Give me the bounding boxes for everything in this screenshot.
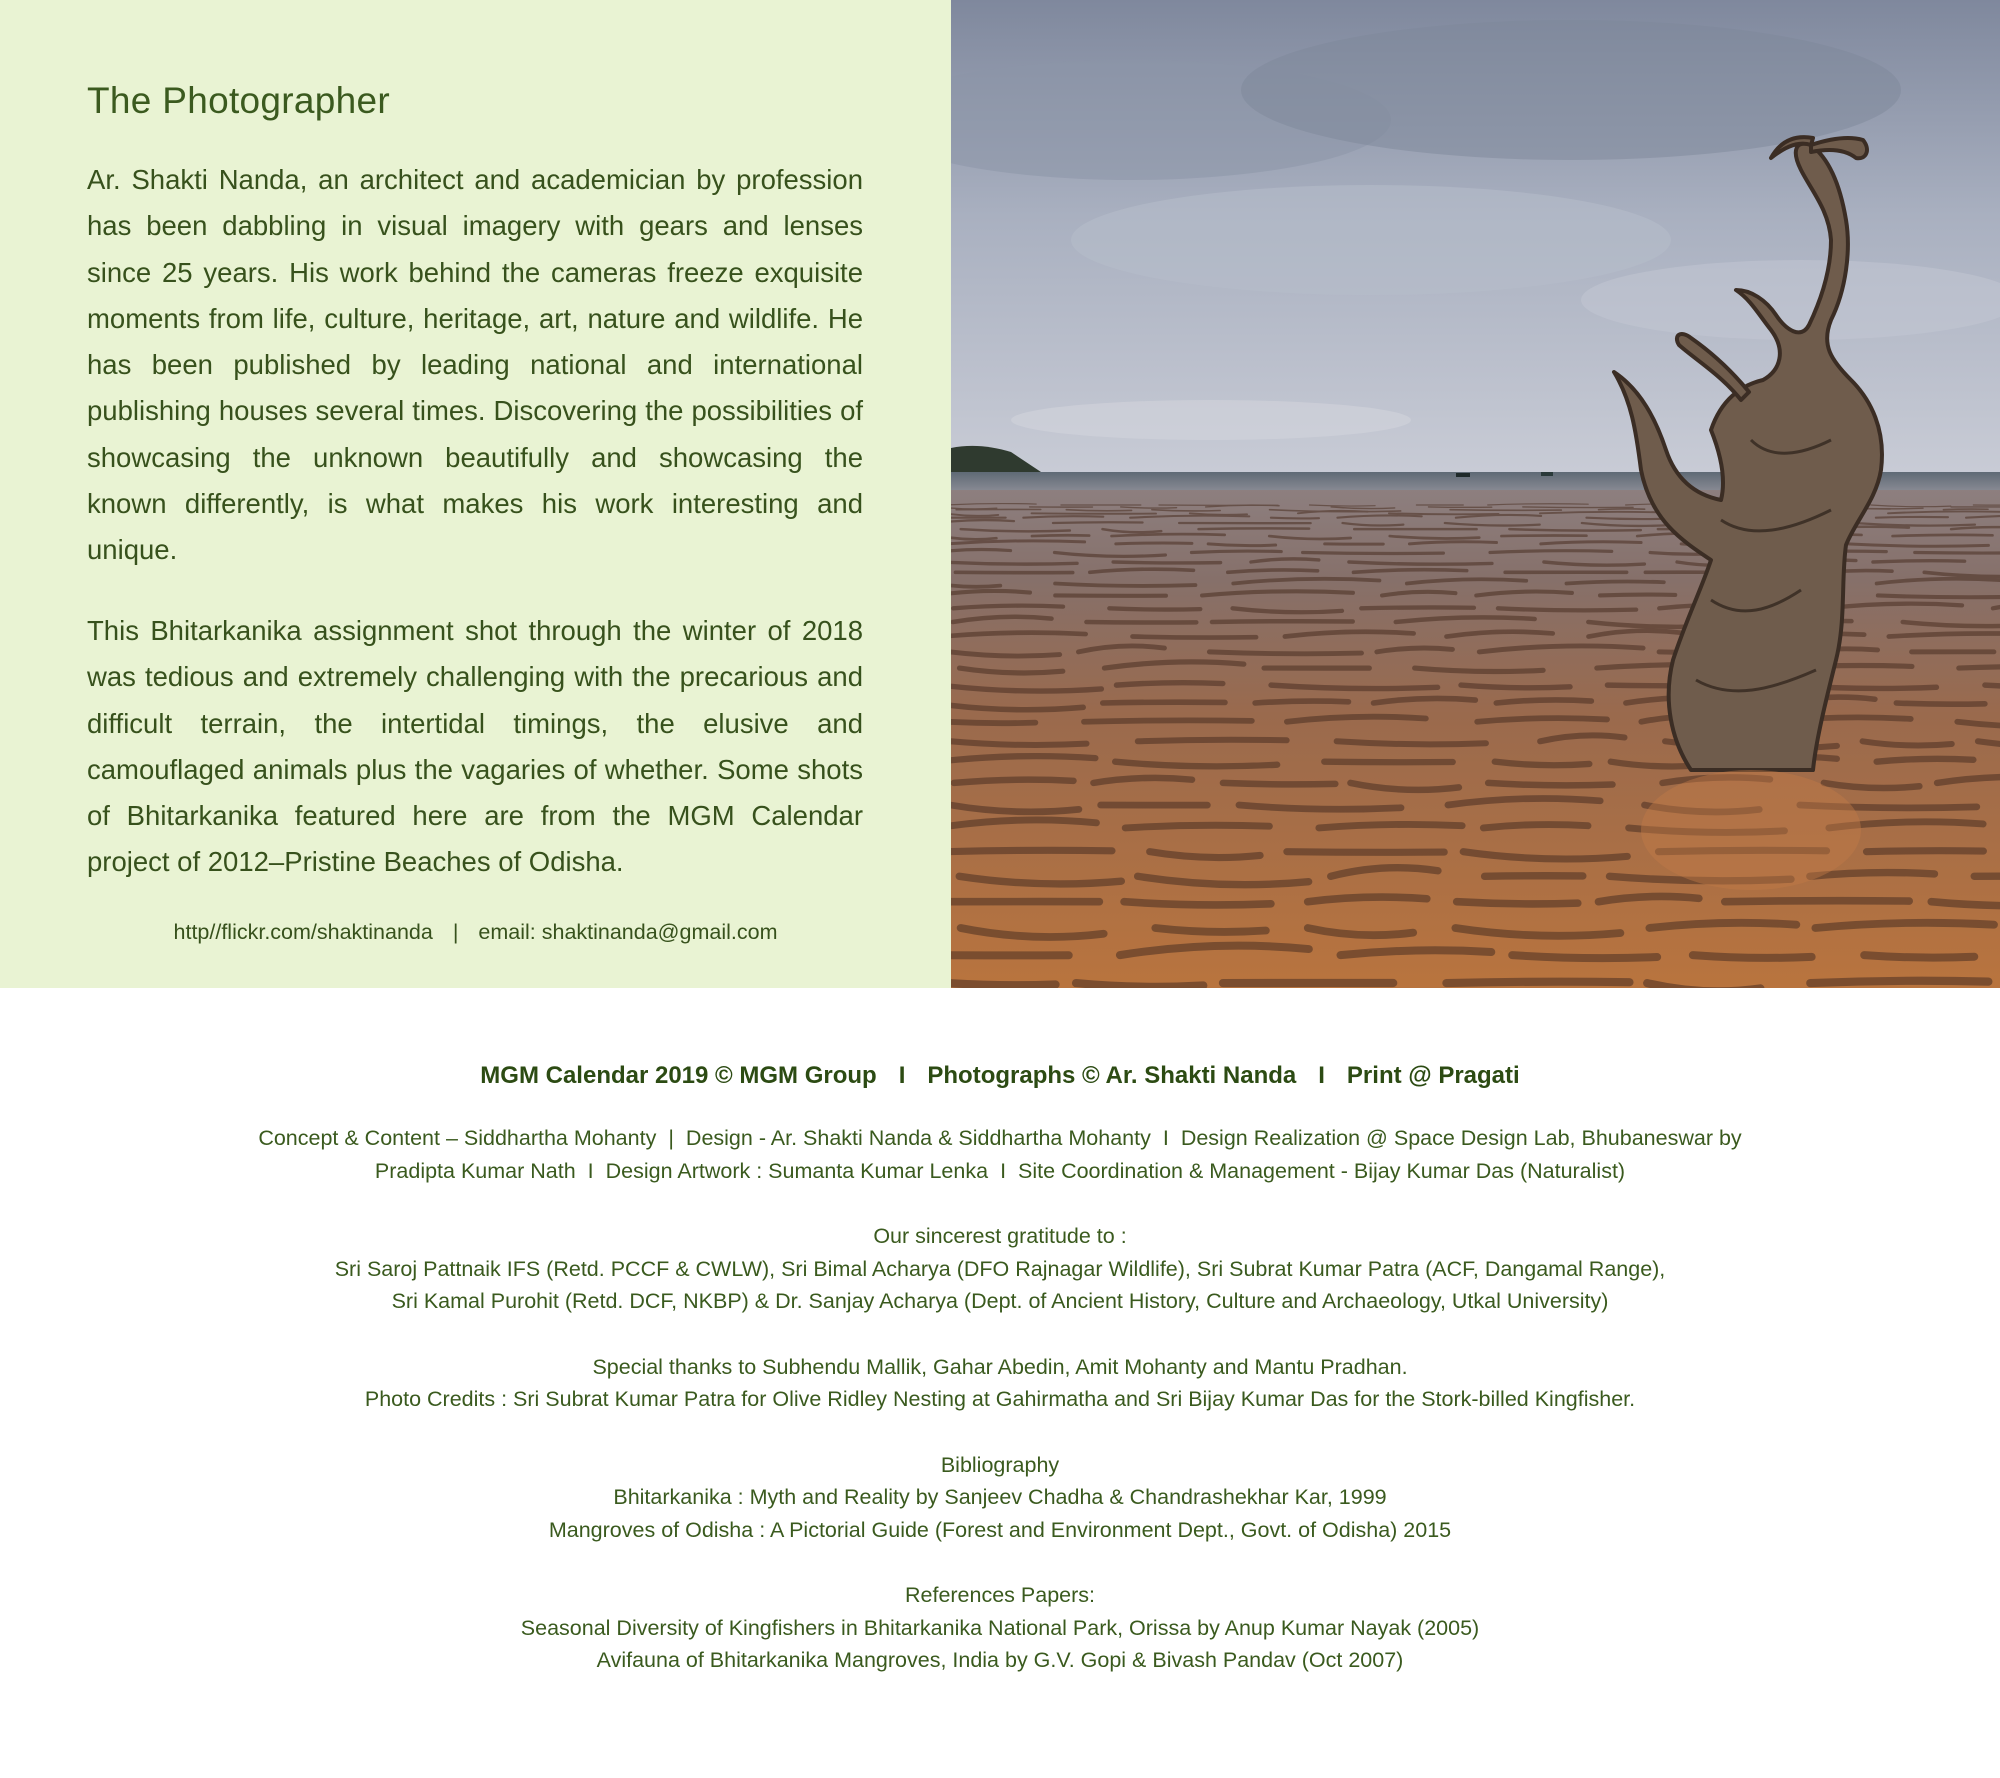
ripple-line xyxy=(1116,543,1192,544)
ripple-line xyxy=(1495,762,1590,766)
email-link[interactable]: email: shaktinanda@gmail.com xyxy=(478,920,778,944)
ripple-line xyxy=(1337,741,1486,744)
ripple-line xyxy=(1208,544,1275,546)
ripple-line xyxy=(1076,983,1203,987)
bibliography-item: Mangroves of Odisha : A Pictorial Guide (Forest and Environment Dept., Govt. of Odisha) 2015 xyxy=(548,1517,1452,1542)
ripple-line xyxy=(1133,637,1257,638)
ripple-line xyxy=(1361,607,1474,608)
team-line-2 xyxy=(0,1155,2000,1188)
ripple-line xyxy=(1450,510,1561,511)
gratitude-block xyxy=(0,1220,2000,1318)
team-separator: I xyxy=(1162,1126,1169,1150)
credit-print: Print @ Pragati xyxy=(1346,1062,1520,1089)
credit-photographs: Photographs © Ar. Shakti Nanda xyxy=(927,1062,1297,1089)
gratitude-heading: Our sincerest gratitude to : xyxy=(873,1224,1127,1248)
photo-credits: Photo Credits : Sri Subrat Kumar Patra for Olive Ridley Nesting at Gahirmatha and Sri Bijay Kumar Das for the Stork-billed Kingfisher. xyxy=(364,1387,1636,1411)
ripple-line xyxy=(1864,955,1974,957)
coordination-credit: Site Coordination & Management - Bijay Kumar Das (Naturalist) xyxy=(1018,1158,1626,1183)
ripple-line xyxy=(1725,901,1909,902)
ripple-line xyxy=(1599,509,1645,510)
ripple-line xyxy=(1138,740,1287,742)
bibliography-item: Bhitarkanika : Myth and Reality by Sanjeev Chadha & Chandrashekhar Kar, 1999 xyxy=(613,1485,1387,1509)
ripple-line xyxy=(1287,852,1444,853)
team-separator: I xyxy=(587,1158,594,1183)
ripple-line xyxy=(1876,517,1948,518)
ripple-line xyxy=(1866,851,1983,852)
ripple-line xyxy=(1124,902,1271,905)
ripple-line xyxy=(951,850,1112,851)
beach-driftwood-photo xyxy=(951,0,2000,988)
ripple-line xyxy=(1959,667,2000,668)
ripple-line xyxy=(1810,873,1935,877)
contact-line xyxy=(0,920,951,945)
team-credits xyxy=(0,1122,2000,1187)
ripple-line xyxy=(1209,652,1361,654)
contact-separator: | xyxy=(452,920,459,944)
ripple-line xyxy=(1446,982,1629,983)
ripple-line xyxy=(1931,902,2000,906)
ripple-line xyxy=(1873,561,1965,562)
ripple-line xyxy=(1943,509,1988,510)
ripple-line xyxy=(1488,783,1612,785)
credit-separator: I xyxy=(1318,1062,1325,1089)
ripple-line xyxy=(1223,783,1335,784)
ripple-line xyxy=(1086,622,1196,623)
bibliography-block xyxy=(0,1449,2000,1547)
ripple-line xyxy=(1600,595,1675,596)
thanks-block xyxy=(0,1351,2000,1416)
ripple-line xyxy=(1523,507,1633,508)
ripple-line xyxy=(1893,535,1993,536)
ripple-line xyxy=(1113,562,1220,563)
ripple-line xyxy=(1485,876,1583,877)
ripple-line xyxy=(1483,825,1588,828)
gratitude-line: Sri Kamal Purohit (Retd. DCF, NKBP) & Dr. Sanjay Acharya (Dept. of Ancient History, Culture and Archaeology, Utkal University) xyxy=(391,1289,1609,1313)
realization-name: Pradipta Kumar Nath xyxy=(374,1158,576,1183)
references-heading: References Papers: xyxy=(904,1583,1095,1607)
reference-item: Seasonal Diversity of Kingfishers in Bhitarkanika National Park, Orissa by Anup Kumar Nayak (2005) xyxy=(520,1615,1480,1640)
ripple-line xyxy=(1985,685,2000,687)
special-thanks: Special thanks to Subhendu Mallik, Gahar Abedin, Amit Mohanty and Mantu Pradhan. xyxy=(592,1354,1408,1379)
ripple-line xyxy=(1498,608,1636,610)
credit-calendar: MGM Calendar 2019 © MGM Group xyxy=(480,1062,877,1089)
ripple-line xyxy=(1191,551,1281,552)
credits-section xyxy=(0,1060,2000,1677)
ripple-line xyxy=(1198,528,1309,529)
ripple-line xyxy=(1125,825,1269,828)
ripple-line xyxy=(1877,759,1974,762)
ripple-line xyxy=(1512,955,1657,958)
ripple-line xyxy=(1501,535,1586,536)
ripple-line xyxy=(1053,522,1143,523)
ripple-line xyxy=(1116,683,1222,685)
ripple-line xyxy=(1341,950,1492,955)
ripple-line xyxy=(1896,703,1985,704)
flickr-link[interactable]: http//flickr.com/shaktinanda xyxy=(173,920,433,944)
ripple-line xyxy=(1271,518,1319,519)
ripple-line xyxy=(1324,762,1452,763)
ripple-line xyxy=(954,780,1074,783)
ripple-line xyxy=(1878,595,2000,597)
ripple-line xyxy=(1109,608,1200,609)
ripple-line xyxy=(1103,702,1225,703)
ripple-line xyxy=(1084,720,1252,721)
ripple-line xyxy=(1155,928,1266,932)
ripple-line xyxy=(1255,701,1348,703)
ripple-line xyxy=(1461,685,1570,688)
ripple-line xyxy=(951,983,1056,985)
references-block xyxy=(0,1579,2000,1677)
ripple-line xyxy=(1319,824,1462,827)
bibliography-heading: Bibliography xyxy=(940,1452,1060,1477)
ripple-line xyxy=(1032,535,1089,536)
gratitude-line: Sri Saroj Pattnaik IFS (Retd. PCCF & CWLW), Sri Bimal Acharya (DFO Rajnagar Wildlife), Sri Subrat Kumar Patra (ACF, Dangamal Range), xyxy=(334,1256,1666,1281)
ripple-line xyxy=(1509,529,1640,530)
ripple-line xyxy=(1810,981,1988,983)
team-separator: I xyxy=(1000,1158,1007,1183)
ripple-line xyxy=(1490,551,1612,553)
ripple-line xyxy=(1212,621,1353,622)
ripple-line xyxy=(1308,897,1427,902)
ripple-line xyxy=(1389,513,1499,514)
design-credit: Design - Ar. Shakti Nanda & Siddhartha Mohanty xyxy=(685,1126,1151,1150)
ripple-line xyxy=(1566,582,1663,584)
concept-credit: Concept & Content – Siddhartha Mohanty xyxy=(258,1126,657,1150)
ripple-line xyxy=(1496,700,1591,703)
bio-title: The Photographer xyxy=(87,80,391,121)
artwork-credit: Design Artwork : Sumanta Kumar Lenka xyxy=(605,1158,989,1183)
ripple-line xyxy=(951,722,1035,723)
ripple-line xyxy=(1303,553,1444,554)
team-line-1 xyxy=(0,1122,2000,1155)
team-separator: | xyxy=(668,1126,674,1150)
ripple-line xyxy=(1693,955,1812,958)
credit-separator: I xyxy=(898,1062,906,1089)
photographer-bio-panel xyxy=(0,0,951,988)
bio-paragraph-1: Ar. Shakti Nanda, an architect and academician by profession has been dabbling in visual imagery with gears and lenses since 25 years. His work behind the cameras freeze exquisite moments from life, culture, heritage, art, nature and wildlife. He has been published by leading national and international publishing houses several times. Discovering the possibilities of showcasing the unknown beautifully and showcasing the known differently, is what makes his work interesting and unique. xyxy=(87,164,863,566)
ripple-line xyxy=(1915,553,2000,554)
ripple-line xyxy=(1457,902,1578,904)
reference-item: Avifauna of Bhitarkanika Mangroves, India by G.V. Gopi & Bivash Pandav (Oct 2007) xyxy=(596,1648,1404,1672)
bio-paragraph-2: This Bhitarkanika assignment shot through the winter of 2018 was tedious and extremely challenging with the precarious and difficult terrain, the intertidal timings, the elusive and camouflaged animals plus the vagaries of whether. Some shots of Bhitarkanika featured here are from the MGM Calendar project of 2012–Pristine Beaches of Odisha. xyxy=(87,615,863,878)
design-realization-credit: Design Realization @ Space Design Lab, Bhubaneswar by xyxy=(1180,1126,1742,1150)
credit-main-line xyxy=(0,1060,2000,1092)
